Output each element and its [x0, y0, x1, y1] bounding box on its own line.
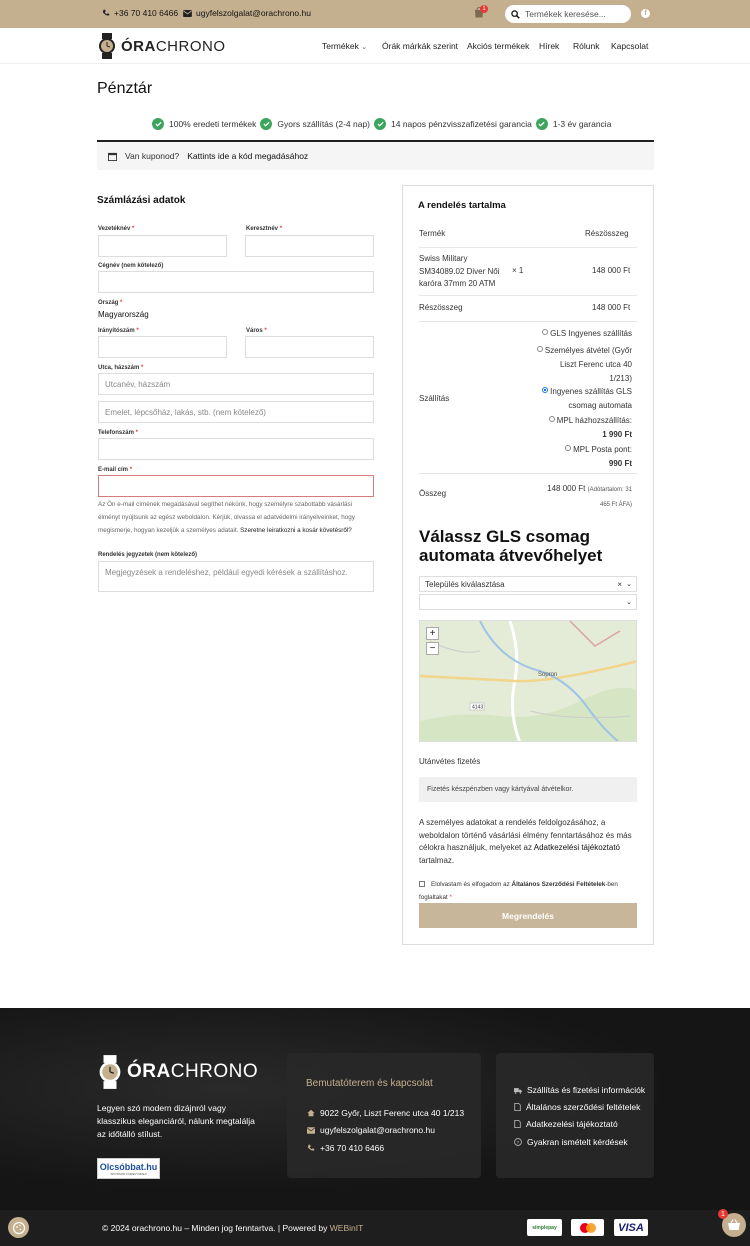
map-zoom-out[interactable]: − [426, 642, 439, 655]
nav-products-label: Termékek [322, 41, 359, 51]
street-label [98, 365, 143, 371]
nav-brands[interactable]: Órák márkák szerint [382, 41, 459, 51]
total-value [547, 482, 632, 512]
product-name [419, 253, 499, 291]
divider [419, 295, 637, 296]
country-label-text: Ország [98, 300, 119, 306]
city-select[interactable] [419, 576, 637, 592]
footer-logo-text-bold: ÓRA [127, 1061, 171, 1082]
street-input[interactable] [98, 373, 374, 395]
document-icon [514, 1103, 521, 1111]
check-circle-icon [374, 118, 386, 130]
notes-label: Rendelés jegyzetek (nem kötelező) [98, 552, 198, 558]
option-line [537, 344, 632, 358]
street-label-text: Utca, házszám [98, 365, 140, 371]
zip-input[interactable] [98, 336, 227, 358]
required-mark: * [132, 226, 135, 232]
footer-link-text: Általános szerződési feltételek [526, 1102, 641, 1112]
map-graphic [420, 621, 637, 742]
guarantee-bar [152, 118, 615, 130]
phone-label [98, 430, 138, 436]
product-price: 148 000 Ft [592, 266, 631, 275]
logo-text [121, 38, 226, 55]
showroom-title: Bemutatóterem és kapcsolat [306, 1078, 433, 1089]
top-cart-badge: 1 [480, 5, 488, 13]
check-circle-icon [152, 118, 164, 130]
required-mark: * [279, 226, 283, 232]
check-circle-icon [260, 118, 272, 130]
privacy-info-text: A személyes adatokat a rendelés feldolgozásához, a weboldalon történő vásárlási élmény fenntartásához és más célokra használjuk, melyeket az [419, 818, 632, 852]
notes-textarea[interactable] [98, 561, 374, 592]
privacy-info-end: tartalmaz. [419, 855, 455, 865]
email-label-text: E-mail cím [98, 467, 129, 473]
order-title: A rendelés tartalma [418, 200, 506, 211]
nav-sale[interactable]: Akciós termékek [467, 41, 530, 51]
email-label [98, 467, 132, 473]
product-qty: × 1 [512, 266, 524, 275]
radio[interactable] [565, 445, 571, 451]
guarantee-item [374, 118, 532, 130]
subtotal-label: Részösszeg [419, 303, 463, 312]
last-name-label-text: Vezetéknév [98, 226, 131, 232]
shipping-option-mpl-post[interactable] [565, 443, 632, 471]
svg-text:?: ? [516, 1141, 520, 1146]
first-name-label-text: Keresztnév [246, 226, 279, 232]
first-name-label [246, 226, 282, 232]
option-line [549, 414, 632, 428]
main-header [0, 28, 750, 64]
option-text: Ingyenes szállítás GLS [550, 387, 632, 396]
shipping-option-gls-automat[interactable] [542, 385, 632, 413]
watch-logo-icon [97, 33, 117, 59]
email-privacy-note [98, 498, 374, 537]
gls-pickup-title: Válassz GLS csomag automata átvevőhelyet [419, 527, 603, 565]
privacy-policy-link[interactable]: Adatkezelési tájékoztató [533, 843, 621, 852]
first-name-input[interactable] [245, 235, 374, 257]
city-label [246, 328, 267, 334]
option-line: 1/213) [609, 374, 632, 383]
footer-logo[interactable] [97, 1055, 258, 1089]
footer-links-panel [496, 1053, 654, 1178]
top-email-text: ugyfelszolgalat@orachrono.hu [196, 8, 311, 18]
nav-contact[interactable]: Kapcsolat [611, 41, 649, 51]
last-name-input[interactable] [98, 235, 227, 257]
country-label [98, 300, 122, 306]
footer-address [307, 1108, 464, 1118]
floating-cart-badge: 1 [718, 1209, 728, 1219]
product-name-line: Swiss Military [419, 254, 468, 263]
place-order-button[interactable]: Megrendelés [419, 903, 637, 928]
home-icon [307, 1109, 315, 1117]
required-mark: * [129, 467, 133, 473]
olcsobbat-text: Olcsóbbat.hu [99, 1161, 158, 1172]
footer-phone[interactable] [307, 1143, 384, 1153]
footer-email-text: ugyfelszolgalat@orachrono.hu [320, 1125, 435, 1135]
top-email[interactable] [183, 8, 311, 18]
product-name-line: karóra 37mm 20 ATM [419, 279, 496, 288]
phone-icon [307, 1144, 315, 1152]
mastercard-logo [571, 1219, 604, 1236]
company-label: Cégnév (nem kötelező) [98, 263, 164, 269]
total-amount: 148 000 Ft [547, 484, 586, 493]
footer-email[interactable] [307, 1125, 435, 1135]
copyright-text: © 2024 orachrono.hu – Minden jog fenntartva. | Powered by [102, 1223, 328, 1233]
logo-text-rest: CHRONO [155, 37, 226, 55]
option-line: csomag automata [568, 401, 632, 410]
cookie-settings-icon[interactable] [8, 1217, 29, 1238]
tax-note: 465 Ft ÁFA) [599, 502, 632, 508]
footer-link-terms[interactable] [514, 1102, 640, 1112]
search-box[interactable] [505, 5, 631, 23]
option-line: Liszt Ferenc utca 40 [559, 360, 632, 369]
footer-link-privacy[interactable] [514, 1119, 618, 1129]
footer-address-text: 9022 Győr, Liszt Ferenc utca 40 1/213 [320, 1108, 465, 1118]
payment-method-label[interactable]: Utánvétes fizetés [419, 757, 481, 766]
site-logo[interactable] [97, 33, 226, 59]
pickup-map[interactable] [419, 620, 637, 742]
document-icon [514, 1120, 521, 1128]
country-value: Magyarország [98, 310, 149, 319]
unsubscribe-link[interactable]: Szeretne leiratkozni a kosár követésről? [240, 527, 352, 534]
olcsobbat-subtext: SPONSOR FOREV INDEX [110, 1171, 147, 1176]
search-input[interactable] [525, 9, 621, 19]
page-title: Pénztár [97, 80, 153, 97]
radio[interactable] [537, 346, 543, 352]
city-input[interactable] [245, 336, 374, 358]
option-text: GLS Ingyenes szállítás [550, 329, 632, 338]
question-circle-icon [514, 1138, 522, 1146]
chevron-down-icon: ⌄ [626, 599, 632, 606]
basket-icon [727, 1219, 741, 1231]
footer-link-shipping[interactable] [514, 1085, 645, 1095]
nav-news[interactable]: Hírek [539, 41, 560, 51]
footer-description: Legyen szó modern dizájnról vagy klasszikus eleganciáról, nálunk megtalálja az időtálló stílust. [97, 1103, 255, 1139]
footer-logo-text [127, 1061, 258, 1083]
coupon-text: Van kuponod? [125, 151, 180, 161]
radio[interactable] [549, 416, 555, 422]
option-line [542, 385, 632, 399]
powered-by-link[interactable]: WEBinIT [329, 1223, 364, 1233]
city-select-value: Település kiválasztása [425, 579, 505, 589]
top-bar [0, 0, 750, 28]
company-input[interactable] [98, 271, 374, 293]
zip-label-text: Irányítószám [98, 328, 135, 334]
nav-products[interactable] [322, 41, 367, 51]
col-product: Termék [419, 229, 446, 238]
city-label-text: Város [246, 328, 263, 334]
coupon-notice [97, 140, 654, 170]
guarantee-text: 14 napos pénzvisszafizetési garancia [391, 119, 532, 129]
shipping-label: Szállítás [419, 394, 450, 403]
footer-logo-text-rest: CHRONO [170, 1061, 259, 1082]
option-text: MPL házhozszállítás: [556, 416, 632, 425]
zip-label [98, 328, 139, 334]
terms-text: Elolvastam és elfogadom az [431, 881, 510, 888]
terms-checkbox-row [419, 878, 637, 904]
email-input[interactable] [98, 475, 374, 497]
visa-logo [614, 1219, 648, 1236]
privacy-text: Az Ön e-mail címének megadásával segíthet nekünk, hogy személyre szabottabb vásárlási élményt nyújtsunk az egész weboldalon. Kérjük, olvassa el adatvédelmi irányelveinket, hogy megismerje, hogyan kezeljük a személyes adatait. [98, 501, 355, 534]
top-cart[interactable] [474, 7, 484, 20]
footer-link-text: Szállítás és fizetési információk [527, 1085, 646, 1095]
logo-text-bold: ÓRA [121, 37, 156, 55]
check-circle-icon [536, 118, 548, 130]
visa-text: VISA [618, 1221, 644, 1234]
option-text: MPL Posta pont: [573, 445, 632, 454]
top-phone[interactable] [102, 8, 178, 18]
subtotal-value: 148 000 Ft [592, 303, 631, 312]
billing-title: Számlázási adatok [97, 195, 186, 206]
clear-icon[interactable]: × [617, 579, 622, 589]
map-road-label: 4143 [472, 704, 484, 711]
required-mark: * [141, 365, 144, 371]
required-mark: * [135, 430, 138, 436]
locker-select[interactable] [419, 594, 637, 610]
required-mark: * [449, 894, 452, 901]
required-mark: * [136, 328, 139, 334]
guarantee-item [536, 118, 612, 130]
option-price: 990 Ft [608, 459, 632, 468]
radio[interactable] [542, 329, 548, 335]
terms-link[interactable]: Általános Szerződési Feltételek [511, 881, 606, 888]
option-text: Személyes átvétel (Győr [544, 346, 632, 355]
terms-checkbox[interactable] [419, 881, 425, 887]
guarantee-text: 100% eredeti termékek [169, 119, 257, 129]
coupon-link[interactable]: Kattints ide a kód megadásához [187, 151, 309, 161]
guarantee-text: Gyors szállítás (2-4 nap) [277, 119, 371, 129]
nav-about[interactable]: Rólunk [573, 41, 600, 51]
guarantee-item [260, 118, 370, 130]
envelope-icon [183, 10, 192, 17]
guarantee-item [152, 118, 256, 130]
phone-icon [102, 9, 110, 17]
footer-link-faq[interactable] [514, 1137, 628, 1147]
shipping-option-personal[interactable] [537, 344, 632, 386]
shipping-option-mpl-home[interactable] [549, 414, 632, 442]
tax-note: (Adótartalom: 31 [587, 487, 632, 493]
copyright [102, 1223, 363, 1233]
privacy-info [419, 817, 633, 867]
phone-label-text: Telefonszám [98, 430, 134, 436]
divider [419, 473, 637, 474]
footer-link-text: Adatkezelési tájékoztató [526, 1119, 618, 1129]
olcsobbat-badge[interactable] [97, 1158, 160, 1179]
radio-selected[interactable] [542, 387, 548, 393]
required-mark: * [264, 328, 267, 334]
truck-icon [514, 1087, 522, 1094]
required-mark: * [120, 300, 123, 306]
map-place-label: Sopron [538, 672, 558, 678]
col-subtotal: Részösszeg [585, 229, 629, 238]
chevron-down-icon: ⌄ [626, 581, 632, 588]
footer-link-text: Gyakran ismételt kérdések [527, 1137, 628, 1147]
top-phone-text: +36 70 410 6466 [114, 8, 179, 18]
calendar-icon [108, 152, 117, 161]
phone-input[interactable] [98, 438, 374, 460]
payment-description: Fizetés készpénzben vagy kártyával átvételkor. [419, 777, 637, 802]
total-label: Összeg [419, 489, 447, 498]
street2-input[interactable] [98, 401, 374, 423]
guarantee-text: 1-3 év garancia [552, 119, 612, 129]
product-name-line: SM34089.02 Diver Női [419, 266, 500, 276]
simplepay-logo [527, 1219, 562, 1236]
last-name-label [98, 226, 134, 232]
simplepay-text: simplepay [532, 1224, 557, 1231]
divider [419, 321, 637, 322]
shipping-option-gls-free[interactable] [542, 327, 632, 341]
watch-logo-icon [97, 1055, 123, 1089]
terms-end: -ben foglaltakat [419, 881, 618, 901]
option-price: 1 990 Ft [602, 430, 632, 439]
map-zoom-in[interactable]: + [426, 627, 439, 640]
chevron-down-icon: ⌄ [361, 44, 368, 51]
divider [419, 247, 637, 248]
footer-phone-text: +36 70 410 6466 [320, 1143, 385, 1153]
search-icon [511, 10, 520, 19]
envelope-icon [307, 1127, 315, 1134]
option-line [565, 443, 632, 457]
facebook-icon[interactable]: f [641, 9, 650, 18]
